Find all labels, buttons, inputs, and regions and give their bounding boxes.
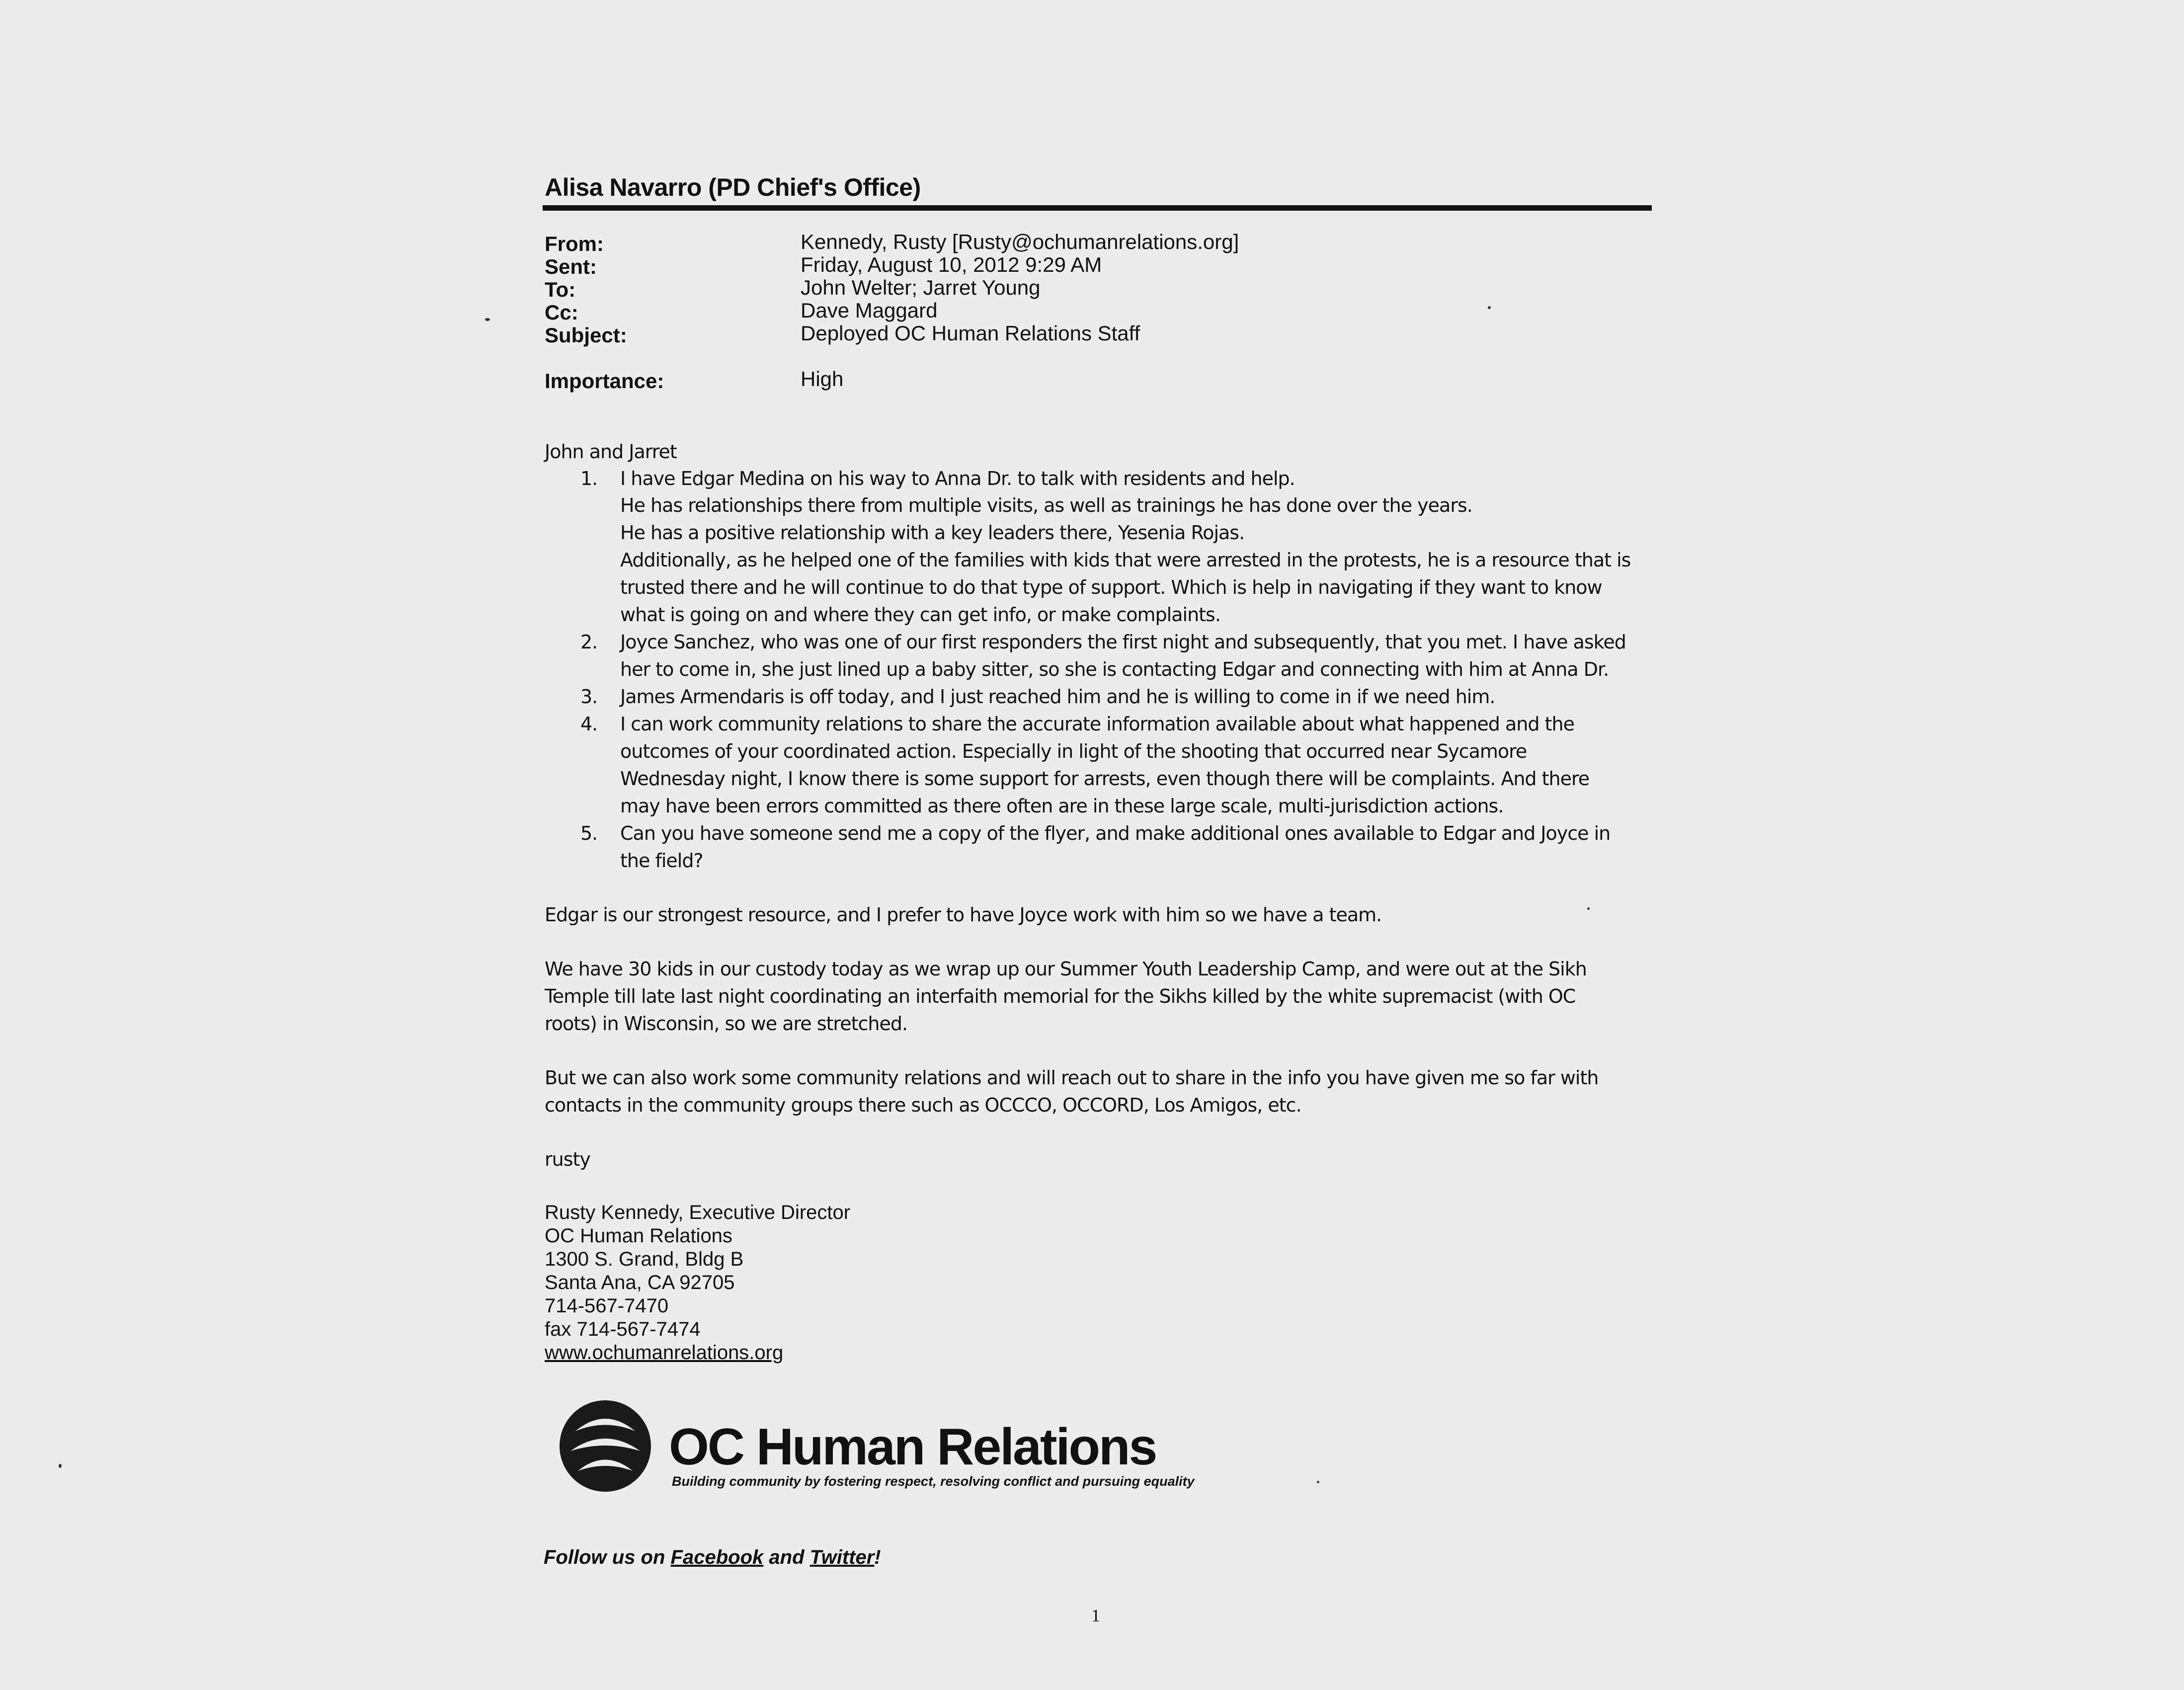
signature-line: fax 714-567-7474: [545, 1318, 701, 1340]
follow-suffix: !: [874, 1546, 881, 1568]
mailbox-owner: Alisa Navarro (PD Chief's Office): [545, 173, 921, 201]
follow-conjunction: and: [769, 1546, 805, 1568]
list-item-line: what is going on and where they can get info, or make complaints.: [620, 604, 1220, 626]
from-label: From:: [545, 232, 604, 255]
list-item-line: the field?: [620, 850, 703, 872]
scan-speck: [1317, 1481, 1319, 1483]
twitter-link[interactable]: Twitter: [809, 1546, 875, 1568]
list-item-line: Wednesday night, I know there is some support for arrests, even though there will be complaints. And there: [620, 768, 1590, 790]
paragraph-line: Temple till late last night coordinating an interfaith memorial for the Sikhs killed by the white supremacist (with OC: [545, 985, 1576, 1007]
signature-line: Santa Ana, CA 92705: [545, 1272, 735, 1293]
brand-name: OC Human Relations: [669, 1418, 1156, 1476]
to-value: John Welter; Jarret Young: [801, 276, 1041, 299]
website-link[interactable]: www.ochumanrelations.org: [545, 1342, 784, 1364]
oc-human-relations-logo-icon: [556, 1396, 655, 1496]
list-item-line: Can you have someone send me a copy of the flyer, and make additional ones available to Edgar and Joyce in: [620, 822, 1611, 844]
scan-speck: [485, 318, 490, 321]
cc-value: Dave Maggard: [801, 299, 938, 322]
scan-speck: [1587, 907, 1590, 910]
list-item-line: her to come in, she just lined up a baby sitter, so she is contacting Edgar and connecting with him at Anna Dr.: [620, 658, 1609, 680]
paragraph-line: We have 30 kids in our custody today as we wrap up our Summer Youth Leadership Camp, and were out at the Sikh: [545, 958, 1587, 980]
list-item-line: I can work community relations to share the accurate information available about what happened and the: [620, 713, 1574, 735]
importance-value: High: [801, 367, 844, 391]
signoff: rusty: [545, 1148, 590, 1170]
list-number: 5.: [580, 822, 598, 844]
paragraph-line: roots) in Wisconsin, so we are stretched.: [545, 1013, 908, 1035]
follow-us: [544, 1546, 881, 1569]
cc-label: Cc:: [545, 301, 578, 324]
facebook-link[interactable]: Facebook: [670, 1546, 764, 1568]
signature-line: 714-567-7470: [545, 1295, 669, 1317]
list-item-line: James Armendaris is off today, and I just reached him and he is willing to come in if we need him.: [620, 686, 1495, 708]
list-item-line: trusted there and he will continue to do that type of support. Which is help in navigating if they want to know: [620, 576, 1602, 598]
from-value: Kennedy, Rusty [Rusty@ochumanrelations.org]: [801, 230, 1239, 253]
page-number: 1: [1091, 1606, 1100, 1625]
list-item-line: outcomes of your coordinated action. Especially in light of the shooting that occurred near Sycamore: [620, 740, 1527, 762]
scan-speck: [1488, 306, 1491, 309]
list-item-line: Joyce Sanchez, who was one of our first responders the first night and subsequently, that you met. I have asked: [620, 631, 1626, 653]
paragraph-line: Edgar is our strongest resource, and I prefer to have Joyce work with him so we have a team.: [545, 904, 1382, 926]
list-item-line: He has relationships there from multiple visits, as well as trainings he has done over the years.: [620, 494, 1472, 516]
list-item-line: He has a positive relationship with a key leaders there, Yesenia Rojas.: [620, 522, 1245, 544]
list-item-line: may have been errors committed as there often are in these large scale, multi-jurisdiction actions.: [620, 795, 1504, 817]
importance-label: Importance:: [545, 369, 664, 393]
subject-value: Deployed OC Human Relations Staff: [801, 322, 1140, 345]
list-number: 2.: [580, 631, 598, 653]
logo-circle: [560, 1400, 651, 1492]
to-label: To:: [545, 278, 576, 301]
paragraph-line: But we can also work some community relations and will reach out to share in the info you have given me so far with: [545, 1067, 1599, 1089]
scan-speck: [59, 1464, 62, 1468]
subject-label: Subject:: [545, 323, 627, 347]
list-item-line: Additionally, as he helped one of the families with kids that were arrested in the protests, he is a resource that is: [620, 549, 1631, 571]
list-number: 1.: [580, 468, 598, 489]
signature-line: Rusty Kennedy, Executive Director: [545, 1202, 851, 1223]
paragraph-line: contacts in the community groups there such as OCCCO, OCCORD, Los Amigos, etc.: [545, 1094, 1301, 1116]
brand-tagline: Building community by fostering respect, resolving conflict and pursuing equality: [672, 1474, 1195, 1489]
signature-line: 1300 S. Grand, Bldg B: [545, 1248, 744, 1270]
list-number: 4.: [580, 713, 598, 735]
list-number: 3.: [580, 686, 598, 708]
follow-prefix: Follow us on: [544, 1546, 665, 1568]
greeting: John and Jarret: [545, 441, 677, 463]
header-rule: [543, 205, 1652, 211]
sent-value: Friday, August 10, 2012 9:29 AM: [801, 253, 1102, 276]
signature-line: OC Human Relations: [545, 1225, 732, 1247]
sent-label: Sent:: [545, 255, 597, 278]
list-item-line: I have Edgar Medina on his way to Anna Dr. to talk with residents and help.: [620, 468, 1295, 489]
